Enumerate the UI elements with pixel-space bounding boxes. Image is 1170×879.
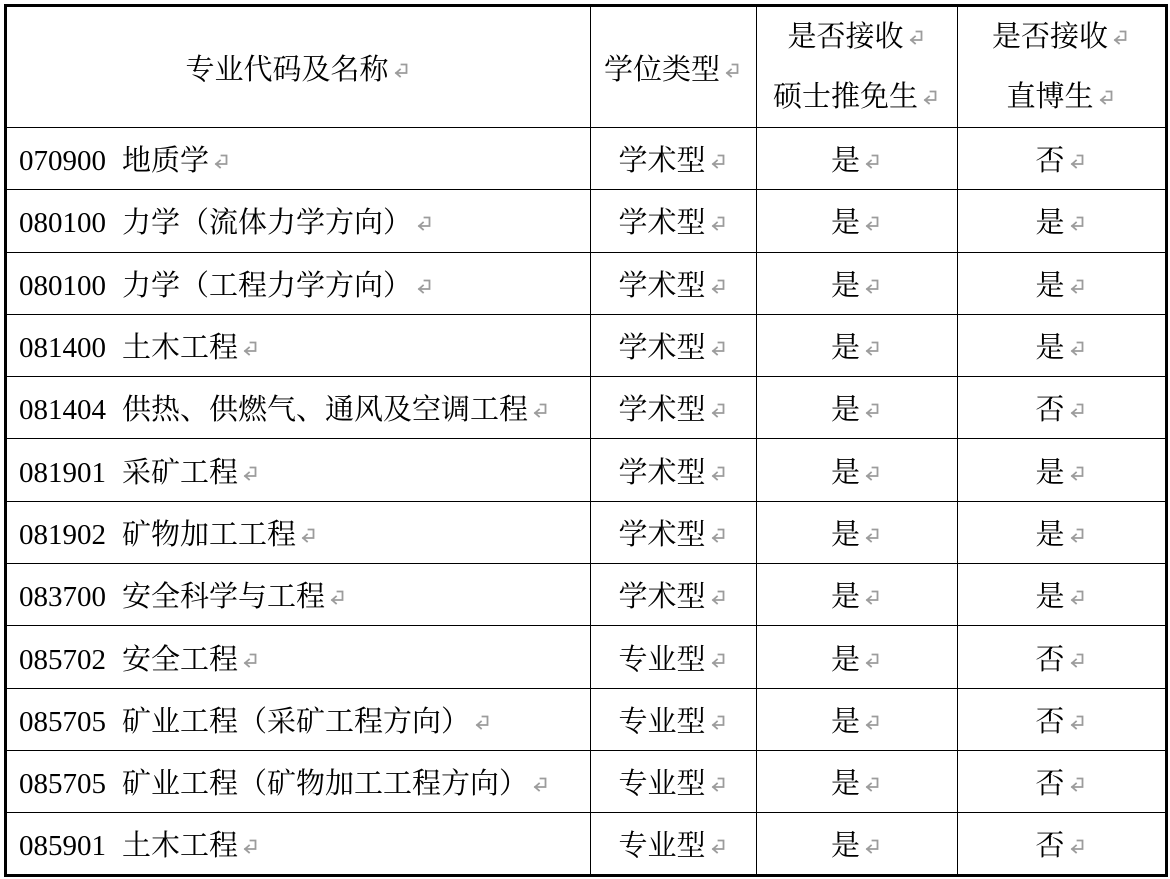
major-name: 土木工程 <box>122 829 239 862</box>
major-name: 力学（流体力学方向） <box>122 207 413 240</box>
table-body <box>6 128 1167 876</box>
cell-accepts-phd <box>958 190 1167 252</box>
cell-major <box>6 501 591 563</box>
admissions-table <box>4 4 1168 877</box>
major-name: 土木工程 <box>122 332 239 365</box>
cell-major <box>6 377 591 439</box>
accepts-phd-value: 否 <box>1035 768 1065 801</box>
paragraph-mark-icon <box>707 650 729 672</box>
paragraph-mark-icon <box>861 650 883 672</box>
cell-degree-type <box>591 190 757 252</box>
accepts-master-value: 是 <box>830 643 860 676</box>
table-row <box>6 252 1167 314</box>
cell-accepts-master <box>757 750 958 812</box>
major-name: 矿物加工工程 <box>122 518 297 551</box>
accepts-phd-value: 否 <box>1035 145 1065 178</box>
accepts-master-value: 是 <box>830 829 860 862</box>
paragraph-mark-icon <box>239 836 261 858</box>
accepts-master-value: 是 <box>830 768 860 801</box>
cell-accepts-master <box>757 314 958 376</box>
paragraph-mark-icon <box>1095 87 1117 109</box>
cell-accepts-master <box>757 190 958 252</box>
cell-accepts-phd <box>958 439 1167 501</box>
paragraph-mark-icon <box>861 338 883 360</box>
degree-type-value: 学术型 <box>618 145 706 178</box>
cell-major <box>6 128 591 190</box>
paragraph-mark-icon <box>861 587 883 609</box>
paragraph-mark-icon <box>707 774 729 796</box>
cell-accepts-phd <box>958 252 1167 314</box>
table-row <box>6 626 1167 688</box>
paragraph-mark-icon <box>239 338 261 360</box>
degree-type-value: 学术型 <box>618 518 706 551</box>
paragraph-mark-icon <box>707 525 729 547</box>
major-name: 地质学 <box>122 145 210 178</box>
paragraph-mark-icon <box>1066 213 1088 235</box>
table-header <box>6 6 1167 128</box>
paragraph-mark-icon <box>471 712 493 734</box>
paragraph-mark-icon <box>529 774 551 796</box>
header-accepts-phd-line1: 是否接收 <box>958 7 1165 67</box>
paragraph-mark-icon <box>1066 836 1088 858</box>
accepts-master-value: 是 <box>830 269 860 302</box>
accepts-master-value: 是 <box>830 145 860 178</box>
header-accepts-phd-line2: 直博生 <box>958 67 1165 127</box>
cell-degree-type <box>591 501 757 563</box>
cell-accepts-phd <box>958 501 1167 563</box>
degree-type-value: 学术型 <box>618 581 706 614</box>
table-row <box>6 190 1167 252</box>
accepts-phd-value: 是 <box>1035 207 1065 240</box>
header-major-code-name-label: 专业代码及名称 <box>185 53 389 86</box>
paragraph-mark-icon <box>210 151 232 173</box>
accepts-master-value: 是 <box>830 456 860 489</box>
cell-degree-type <box>591 439 757 501</box>
cell-degree-type <box>591 128 757 190</box>
accepts-phd-value: 否 <box>1035 643 1065 676</box>
cell-accepts-master <box>757 688 958 750</box>
paragraph-mark-icon <box>707 712 729 734</box>
paragraph-mark-icon <box>905 27 927 49</box>
paragraph-mark-icon <box>1066 151 1088 173</box>
major-code: 083700 <box>19 581 106 614</box>
degree-type-value: 学术型 <box>618 269 706 302</box>
table-row <box>6 564 1167 626</box>
paragraph-mark-icon <box>529 400 551 422</box>
cell-major <box>6 252 591 314</box>
major-name: 采矿工程 <box>122 456 239 489</box>
table-row <box>6 128 1167 190</box>
paragraph-mark-icon <box>1066 276 1088 298</box>
paragraph-mark-icon <box>919 87 941 109</box>
major-name: 矿业工程（矿物加工工程方向） <box>122 768 529 801</box>
cell-accepts-master <box>757 501 958 563</box>
paragraph-mark-icon <box>413 213 435 235</box>
major-name: 力学（工程力学方向） <box>122 269 413 302</box>
paragraph-mark-icon <box>326 587 348 609</box>
cell-accepts-phd <box>958 813 1167 875</box>
degree-type-value: 学术型 <box>618 456 706 489</box>
paragraph-mark-icon <box>1066 650 1088 672</box>
degree-type-value: 专业型 <box>618 829 706 862</box>
paragraph-mark-icon <box>707 338 729 360</box>
paragraph-mark-icon <box>239 650 261 672</box>
paragraph-mark-icon <box>413 276 435 298</box>
table-row <box>6 688 1167 750</box>
header-degree-type <box>591 6 757 128</box>
major-name: 供热、供燃气、通风及空调工程 <box>122 394 529 427</box>
cell-major <box>6 314 591 376</box>
cell-major <box>6 564 591 626</box>
paragraph-mark-icon <box>1066 712 1088 734</box>
accepts-phd-value: 是 <box>1035 456 1065 489</box>
degree-type-value: 学术型 <box>618 332 706 365</box>
paragraph-mark-icon <box>1066 400 1088 422</box>
cell-degree-type <box>591 813 757 875</box>
header-accepts-master <box>757 6 958 128</box>
cell-major <box>6 750 591 812</box>
header-row <box>6 6 1167 128</box>
paragraph-mark-icon <box>1066 338 1088 360</box>
degree-type-value: 专业型 <box>618 768 706 801</box>
paragraph-mark-icon <box>707 587 729 609</box>
paragraph-mark-icon <box>707 213 729 235</box>
cell-degree-type <box>591 252 757 314</box>
paragraph-mark-icon <box>297 525 319 547</box>
accepts-phd-value: 是 <box>1035 332 1065 365</box>
paragraph-mark-icon <box>707 836 729 858</box>
paragraph-mark-icon <box>861 712 883 734</box>
header-major-code-name <box>6 6 591 128</box>
cell-major <box>6 626 591 688</box>
header-degree-type-label: 学位类型 <box>603 53 720 86</box>
paragraph-mark-icon <box>861 774 883 796</box>
cell-degree-type <box>591 688 757 750</box>
major-code: 081404 <box>19 394 106 427</box>
accepts-phd-value: 否 <box>1035 829 1065 862</box>
cell-accepts-master <box>757 564 958 626</box>
accepts-master-value: 是 <box>830 705 860 738</box>
major-code: 085705 <box>19 768 106 801</box>
paragraph-mark-icon <box>707 151 729 173</box>
major-code: 080100 <box>19 207 106 240</box>
cell-major <box>6 688 591 750</box>
major-name: 安全工程 <box>122 643 239 676</box>
major-code: 081400 <box>19 332 106 365</box>
paragraph-mark-icon <box>861 400 883 422</box>
accepts-master-value: 是 <box>830 332 860 365</box>
cell-major <box>6 439 591 501</box>
cell-accepts-master <box>757 813 958 875</box>
header-accepts-master-line2: 硕士推免生 <box>757 67 957 127</box>
cell-accepts-phd <box>958 128 1167 190</box>
accepts-master-value: 是 <box>830 581 860 614</box>
accepts-master-value: 是 <box>830 394 860 427</box>
paragraph-mark-icon <box>861 525 883 547</box>
cell-major <box>6 190 591 252</box>
cell-major <box>6 813 591 875</box>
paragraph-mark-icon <box>1066 463 1088 485</box>
paragraph-mark-icon <box>707 463 729 485</box>
cell-accepts-master <box>757 377 958 439</box>
degree-type-value: 学术型 <box>618 394 706 427</box>
table-row <box>6 813 1167 875</box>
paragraph-mark-icon <box>1066 587 1088 609</box>
major-code: 081901 <box>19 456 106 489</box>
major-code: 070900 <box>19 145 106 178</box>
major-code: 085702 <box>19 643 106 676</box>
major-code: 085705 <box>19 705 106 738</box>
cell-accepts-phd <box>958 750 1167 812</box>
paragraph-mark-icon <box>861 836 883 858</box>
paragraph-mark-icon <box>390 60 412 82</box>
paragraph-mark-icon <box>861 151 883 173</box>
degree-type-value: 专业型 <box>618 643 706 676</box>
cell-degree-type <box>591 377 757 439</box>
cell-accepts-phd <box>958 377 1167 439</box>
table-row <box>6 377 1167 439</box>
accepts-master-value: 是 <box>830 207 860 240</box>
degree-type-value: 专业型 <box>618 705 706 738</box>
major-code: 081902 <box>19 518 106 551</box>
cell-accepts-master <box>757 626 958 688</box>
header-accepts-phd <box>958 6 1167 128</box>
paragraph-mark-icon <box>707 276 729 298</box>
cell-accepts-phd <box>958 626 1167 688</box>
cell-accepts-phd <box>958 314 1167 376</box>
paragraph-mark-icon <box>861 463 883 485</box>
paragraph-mark-icon <box>707 400 729 422</box>
cell-accepts-phd <box>958 564 1167 626</box>
cell-degree-type <box>591 564 757 626</box>
paragraph-mark-icon <box>861 276 883 298</box>
accepts-phd-value: 是 <box>1035 581 1065 614</box>
table-row <box>6 314 1167 376</box>
header-accepts-master-line1: 是否接收 <box>757 7 957 67</box>
major-name: 矿业工程（采矿工程方向） <box>122 705 471 738</box>
accepts-phd-value: 是 <box>1035 269 1065 302</box>
table-row <box>6 439 1167 501</box>
paragraph-mark-icon <box>1066 525 1088 547</box>
major-code: 085901 <box>19 829 106 862</box>
paragraph-mark-icon <box>239 463 261 485</box>
paragraph-mark-icon <box>1066 774 1088 796</box>
table-row <box>6 750 1167 812</box>
degree-type-value: 学术型 <box>618 207 706 240</box>
accepts-phd-value: 否 <box>1035 394 1065 427</box>
accepts-phd-value: 是 <box>1035 518 1065 551</box>
paragraph-mark-icon <box>861 213 883 235</box>
cell-accepts-master <box>757 252 958 314</box>
major-name: 安全科学与工程 <box>122 581 326 614</box>
cell-accepts-phd <box>958 688 1167 750</box>
cell-accepts-master <box>757 128 958 190</box>
table-row <box>6 501 1167 563</box>
paragraph-mark-icon <box>721 60 743 82</box>
cell-degree-type <box>591 626 757 688</box>
major-code: 080100 <box>19 269 106 302</box>
cell-degree-type <box>591 314 757 376</box>
cell-degree-type <box>591 750 757 812</box>
cell-accepts-master <box>757 439 958 501</box>
accepts-master-value: 是 <box>830 518 860 551</box>
paragraph-mark-icon <box>1109 27 1131 49</box>
accepts-phd-value: 否 <box>1035 705 1065 738</box>
